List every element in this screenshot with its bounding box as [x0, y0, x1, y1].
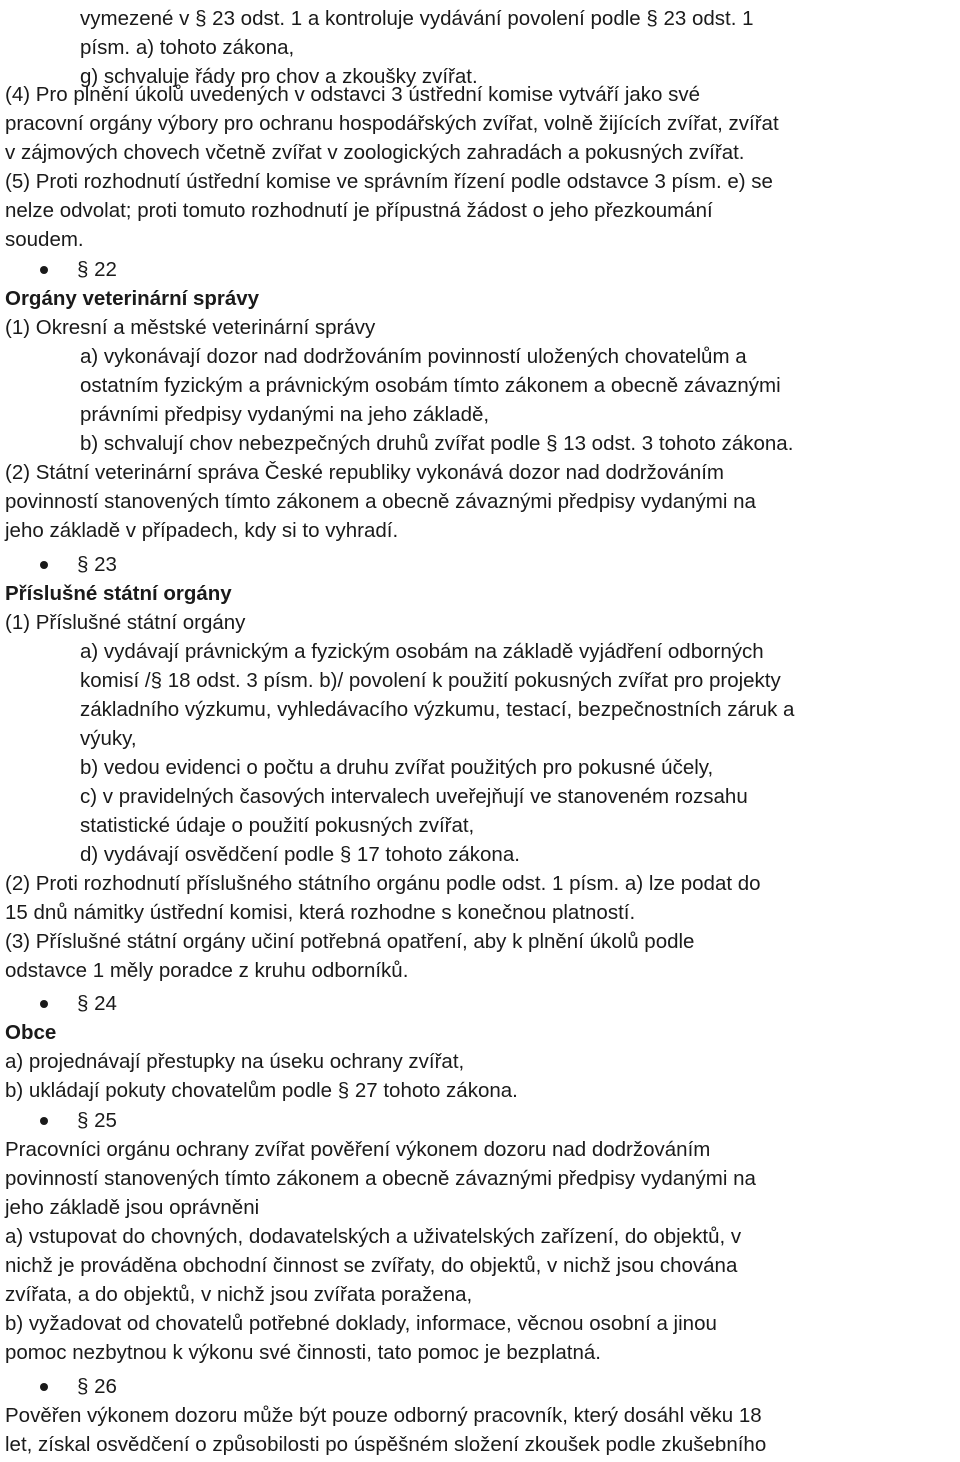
text-line: a) vstupovat do chovných, dodavatelských a uživatelských zařízení, do objektů, v: [5, 1225, 742, 1248]
text-line: d) vydávají osvědčení podle § 17 tohoto zákona.: [80, 843, 520, 866]
bullet-icon: [40, 1117, 48, 1125]
section-number: § 26: [77, 1375, 117, 1398]
text-line: (1) Okresní a městské veterinární správy: [5, 316, 376, 339]
text-line: jeho základě v případech, kdy si to vyhradí.: [5, 519, 399, 542]
text-line: statistické údaje o použití pokusných zvířat,: [80, 814, 475, 837]
text-line: povinností stanovených tímto zákonem a obecně závaznými předpisy vydanými na: [5, 1167, 756, 1190]
text-line: povinností stanovených tímto zákonem a obecně závaznými předpisy vydanými na: [5, 490, 756, 513]
text-line: (1) Příslušné státní orgány: [5, 611, 246, 634]
bullet-icon: [40, 561, 48, 569]
text-line: b) vedou evidenci o počtu a druhu zvířat použitých pro pokusné účely,: [80, 756, 714, 779]
text-line: 15 dnů námitky ústřední komisi, která rozhodne s konečnou platností.: [5, 901, 636, 924]
text-line: pomoc nezbytnou k výkonu své činnosti, tato pomoc je bezplatná.: [5, 1341, 601, 1364]
text-line: b) schvalují chov nebezpečných druhů zvířat podle § 13 odst. 3 tohoto zákona.: [80, 432, 794, 455]
text-line: odstavce 1 měly poradce z kruhu odborníků.: [5, 959, 409, 982]
section-number: § 24: [77, 992, 117, 1015]
text-line: g) schvaluje řády pro chov a zkoušky zvířat.: [80, 65, 478, 88]
section-title: Příslušné státní orgány: [5, 582, 232, 605]
text-line: (5) Proti rozhodnutí ústřední komise ve správním řízení podle odstavce 3 písm. e) se: [5, 170, 773, 193]
text-line: písm. a) tohoto zákona,: [80, 36, 295, 59]
text-line: nichž je prováděna obchodní činnost se zvířaty, do objektů, v nichž jsou chována: [5, 1254, 738, 1277]
section-number: § 23: [77, 553, 117, 576]
bullet-icon: [40, 1383, 48, 1391]
text-line: let, získal osvědčení o způsobilosti po úspěšném složení zkoušek podle zkušebního: [5, 1433, 767, 1456]
text-line: a) vydávají právnickým a fyzickým osobám na základě vyjádření odborných: [80, 640, 764, 663]
text-line: zvířata, a do objektů, v nichž jsou zvířata poražena,: [5, 1283, 473, 1306]
text-line: b) ukládají pokuty chovatelům podle § 27 tohoto zákona.: [5, 1079, 518, 1102]
text-line: pracovní orgány výbory pro ochranu hospodářských zvířat, volně žijících zvířat, zvířat: [5, 112, 779, 135]
text-line: b) vyžadovat od chovatelů potřebné doklady, informace, věcnou osobní a jinou: [5, 1312, 717, 1335]
section-number: § 25: [77, 1109, 117, 1132]
text-line: (2) Státní veterinární správa České republiky vykonává dozor nad dodržováním: [5, 461, 725, 484]
text-line: Pověřen výkonem dozoru může být pouze odborný pracovník, který dosáhl věku 18: [5, 1404, 762, 1427]
text-line: ostatním fyzickým a právnickým osobám tímto zákonem a obecně závaznými: [80, 374, 781, 397]
text-line: a) projednávají přestupky na úseku ochrany zvířat,: [5, 1050, 465, 1073]
section-title: Obce: [5, 1021, 57, 1044]
text-line: Pracovníci orgánu ochrany zvířat pověření výkonem dozoru nad dodržováním: [5, 1138, 711, 1161]
text-line: v zájmových chovech včetně zvířat v zoologických zahradách a pokusných zvířat.: [5, 141, 745, 164]
section-title: Orgány veterinární správy: [5, 287, 260, 310]
text-line: právními předpisy vydanými na jeho základě,: [80, 403, 490, 426]
text-line: soudem.: [5, 228, 84, 251]
section-number: § 22: [77, 258, 117, 281]
text-line: (2) Proti rozhodnutí příslušného státního orgánu podle odst. 1 písm. a) lze podat do: [5, 872, 761, 895]
bullet-icon: [40, 266, 48, 274]
text-line: (3) Příslušné státní orgány učiní potřebná opatření, aby k plnění úkolů podle: [5, 930, 695, 953]
text-line: vymezené v § 23 odst. 1 a kontroluje vydávání povolení podle § 23 odst. 1: [80, 7, 754, 30]
text-line: a) vykonávají dozor nad dodržováním povinností uložených chovatelům a: [80, 345, 747, 368]
text-line: základního výzkumu, vyhledávacího výzkumu, testací, bezpečnostních záruk a: [80, 698, 795, 721]
text-line: c) v pravidelných časových intervalech uveřejňují ve stanoveném rozsahu: [80, 785, 748, 808]
text-line: výuky,: [80, 727, 137, 750]
text-line: jeho základě jsou oprávněni: [5, 1196, 260, 1219]
text-line: (4) Pro plnění úkolů uvedených v odstavci 3 ústřední komise vytváří jako své: [5, 83, 701, 106]
text-line: nelze odvolat; proti tomuto rozhodnutí je přípustná žádost o jeho přezkoumání: [5, 199, 713, 222]
bullet-icon: [40, 1000, 48, 1008]
text-line: komisí /§ 18 odst. 3 písm. b)/ povolení k použití pokusných zvířat pro projekty: [80, 669, 781, 692]
